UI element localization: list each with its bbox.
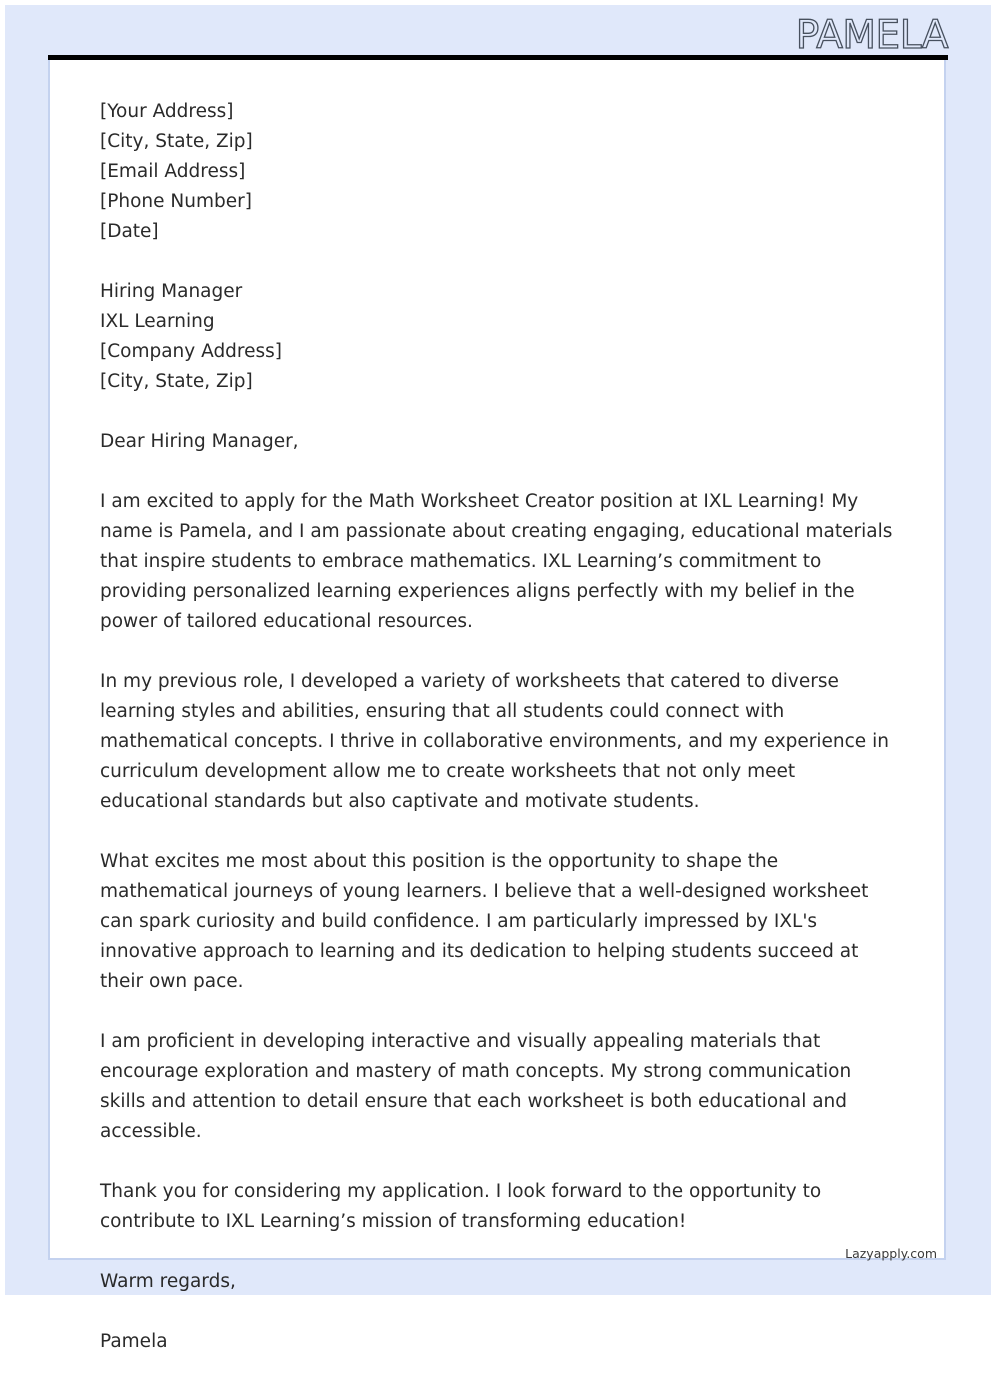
recipient-block [100, 277, 900, 397]
body-paragraph: I am excited to apply for the Math Worksheet Creator position at IXL Learning! My name is Pamela, and I am passionate about creating engaging, educational materials that inspire students to embrace mathematics. IXL Learning’s commitment to providing personalized learning experiences aligns perfectly with my belief in the power of tailored educational resources. [100, 491, 893, 632]
sender-city-state-zip: [City, State, Zip] [100, 131, 253, 152]
body-paragraph: Thank you for considering my application. I look forward to the opportunity to contribute to IXL Learning’s mission of transforming education! [100, 1181, 822, 1232]
letter-date: [Date] [100, 221, 159, 242]
cover-letter [100, 97, 900, 1387]
recipient-city-state-zip: [City, State, Zip] [100, 371, 253, 392]
sender-address: [Your Address] [100, 101, 234, 122]
sender-phone: [Phone Number] [100, 191, 252, 212]
body-paragraph: I am proficient in developing interactive and visually appealing materials that encourage exploration and mastery of math concepts. My strong communication skills and attention to detail ensure that each worksheet is both educational and accessible. [100, 1031, 852, 1142]
recipient-title: Hiring Manager [100, 281, 243, 302]
salutation: Dear Hiring Manager, [100, 431, 299, 452]
recipient-address: [Company Address] [100, 341, 283, 362]
signature: Pamela [100, 1331, 168, 1352]
header-name: PAMELA [795, 13, 948, 58]
sender-email: [Email Address] [100, 161, 246, 182]
watermark-label: Lazyapply.com [845, 1246, 937, 1261]
closing: Warm regards, [100, 1271, 236, 1292]
body-paragraph: In my previous role, I developed a variety of worksheets that catered to diverse learning styles and abilities, ensuring that all students could connect with mathematical concepts. I thrive in collaborative environments, and my experience in curriculum development allow me to create worksheets that not only meet educational standards but also captivate and motivate students. [100, 671, 889, 812]
recipient-company: IXL Learning [100, 311, 215, 332]
sender-block [100, 97, 900, 247]
body-paragraph: What excites me most about this position is the opportunity to shape the mathematical journeys of young learners. I believe that a well-designed worksheet can spark curiosity and build confidence. I am particularly impressed by IXL's innovative approach to learning and its dedication to helping students succeed at their own pace. [100, 851, 869, 992]
